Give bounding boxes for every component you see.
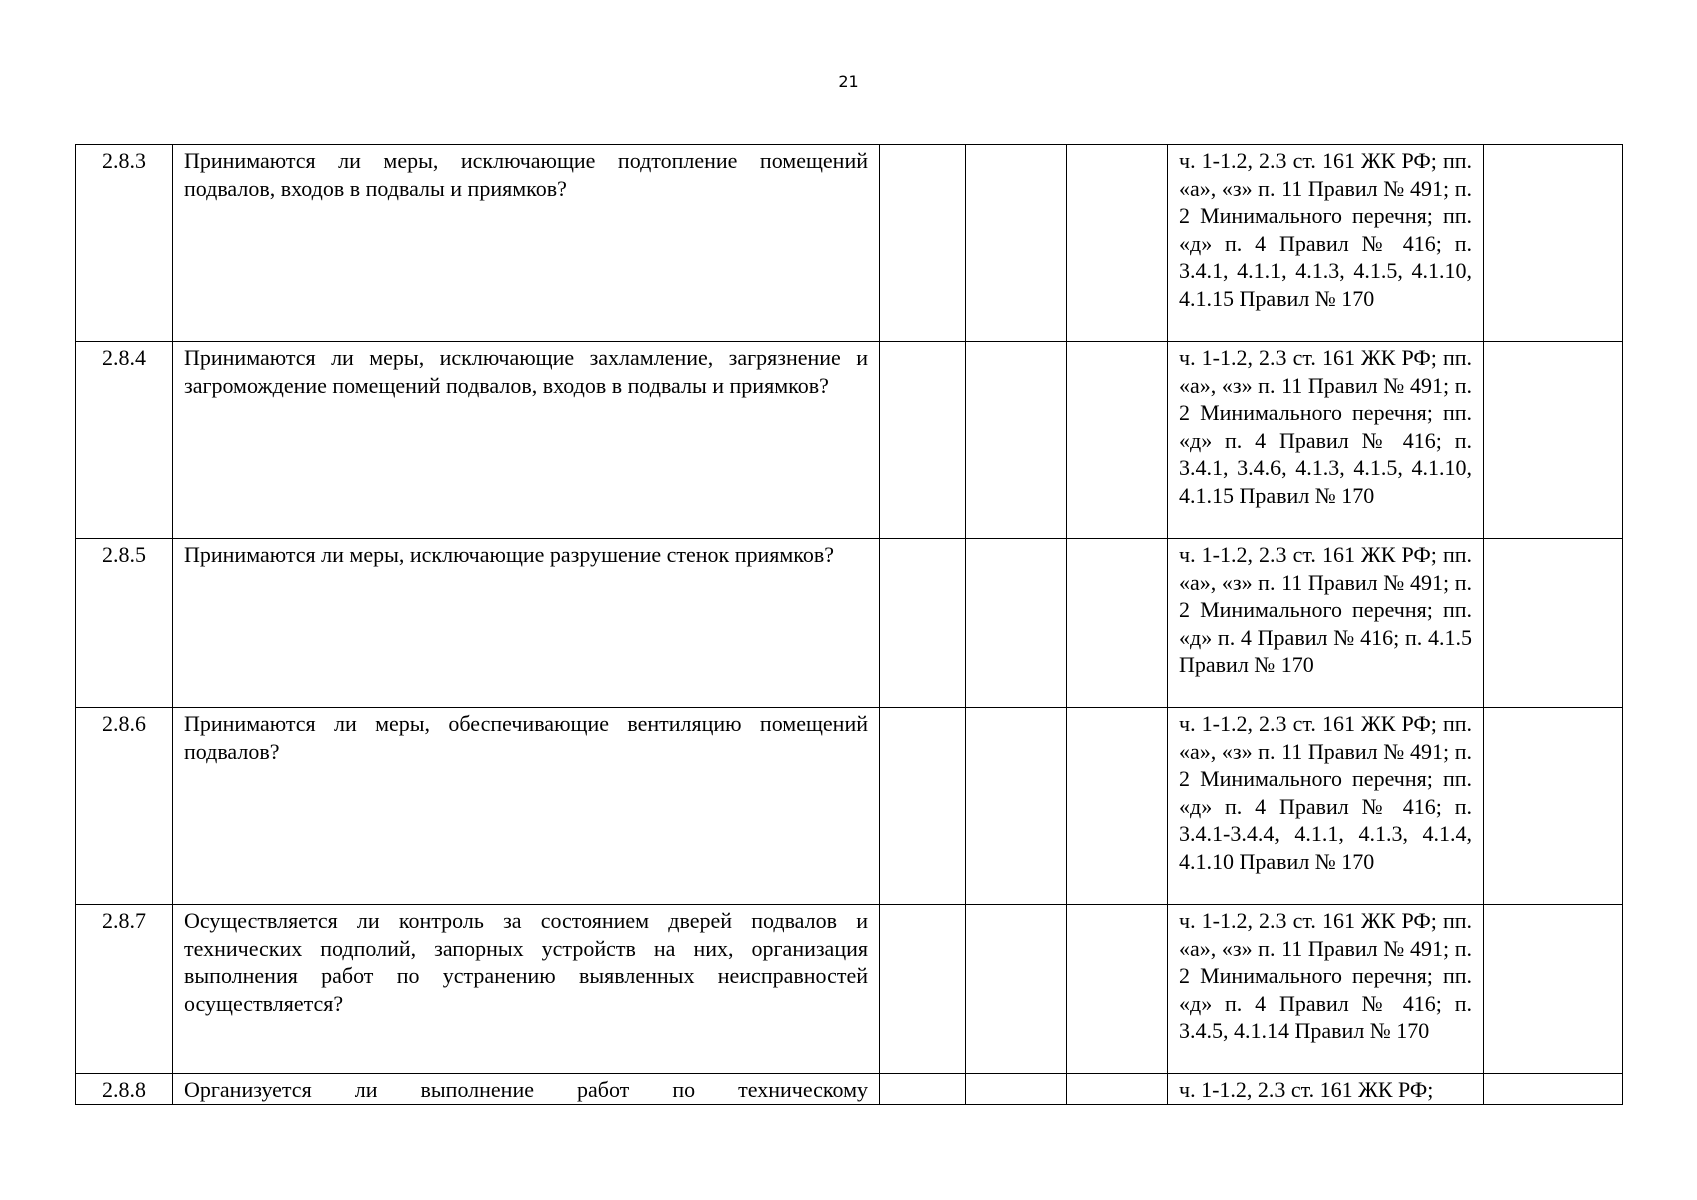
table-row [76,708,1623,905]
answer-no-cell [966,905,1067,1074]
item-number: 2.8.5 [76,539,173,708]
answer-no-cell [966,145,1067,342]
not-applicable-cell [1067,342,1168,539]
note-cell [1484,905,1623,1074]
note-cell [1484,708,1623,905]
answer-no-cell [966,342,1067,539]
question-text: Осуществляется ли контроль за состоянием дверей подвалов и технических подполий, запорных устройств на них, организация выполнения работ по устранению выявленных неисправностей осуществляется? [173,905,880,1074]
not-applicable-cell [1067,145,1168,342]
legal-reference: ч. 1-1.2, 2.3 ст. 161 ЖК РФ; пп. «а», «з» п. 11 Правил № 491; п. 2 Минимального перечня; пп. «д» п. 4 Правил № 416; п. 3.4.5, 4.1.14 Правил № 170 [1168,905,1484,1074]
answer-yes-cell [880,708,966,905]
item-number: 2.8.3 [76,145,173,342]
table-row [76,539,1623,708]
page-number: 21 [838,72,859,91]
answer-yes-cell [880,1074,966,1105]
answer-no-cell [966,708,1067,905]
answer-no-cell [966,1074,1067,1105]
table-row [76,145,1623,342]
item-number: 2.8.8 [76,1074,173,1105]
note-cell [1484,1074,1623,1105]
table-row [76,342,1623,539]
table-row [76,905,1623,1074]
question-text: Принимаются ли меры, исключающие подтопление помещений подвалов, входов в подвалы и приямков? [173,145,880,342]
not-applicable-cell [1067,905,1168,1074]
not-applicable-cell [1067,539,1168,708]
item-number: 2.8.7 [76,905,173,1074]
legal-reference: ч. 1-1.2, 2.3 ст. 161 ЖК РФ; [1168,1074,1484,1105]
legal-reference: ч. 1-1.2, 2.3 ст. 161 ЖК РФ; пп. «а», «з» п. 11 Правил № 491; п. 2 Минимального перечня; пп. «д» п. 4 Правил № 416; п. 4.1.5 Правил № 170 [1168,539,1484,708]
answer-no-cell [966,539,1067,708]
checklist-table [75,144,1623,1105]
question-text: Организуется ли выполнение работ по техническому [173,1074,880,1105]
legal-reference: ч. 1-1.2, 2.3 ст. 161 ЖК РФ; пп. «а», «з» п. 11 Правил № 491; п. 2 Минимального перечня; пп. «д» п. 4 Правил № 416; п. 3.4.1, 4.1.1, 4.1.3, 4.1.5, 4.1.10, 4.1.15 Правил № 170 [1168,145,1484,342]
item-number: 2.8.6 [76,708,173,905]
question-text: Принимаются ли меры, исключающие разрушение стенок приямков? [173,539,880,708]
legal-reference: ч. 1-1.2, 2.3 ст. 161 ЖК РФ; пп. «а», «з» п. 11 Правил № 491; п. 2 Минимального перечня; пп. «д» п. 4 Правил № 416; п. 3.4.1, 3.4.6, 4.1.3, 4.1.5, 4.1.10, 4.1.15 Правил № 170 [1168,342,1484,539]
not-applicable-cell [1067,1074,1168,1105]
question-text: Принимаются ли меры, исключающие захламление, загрязнение и загромождение помещений подвалов, входов в подвалы и приямков? [173,342,880,539]
answer-yes-cell [880,905,966,1074]
table-row [76,1074,1623,1105]
question-text: Принимаются ли меры, обеспечивающие вентиляцию помещений подвалов? [173,708,880,905]
note-cell [1484,539,1623,708]
not-applicable-cell [1067,708,1168,905]
legal-reference: ч. 1-1.2, 2.3 ст. 161 ЖК РФ; пп. «а», «з» п. 11 Правил № 491; п. 2 Минимального перечня; пп. «д» п. 4 Правил № 416; п. 3.4.1-3.4.4, 4.1.1, 4.1.3, 4.1.4, 4.1.10 Правил № 170 [1168,708,1484,905]
answer-yes-cell [880,539,966,708]
answer-yes-cell [880,145,966,342]
item-number: 2.8.4 [76,342,173,539]
note-cell [1484,342,1623,539]
answer-yes-cell [880,342,966,539]
note-cell [1484,145,1623,342]
